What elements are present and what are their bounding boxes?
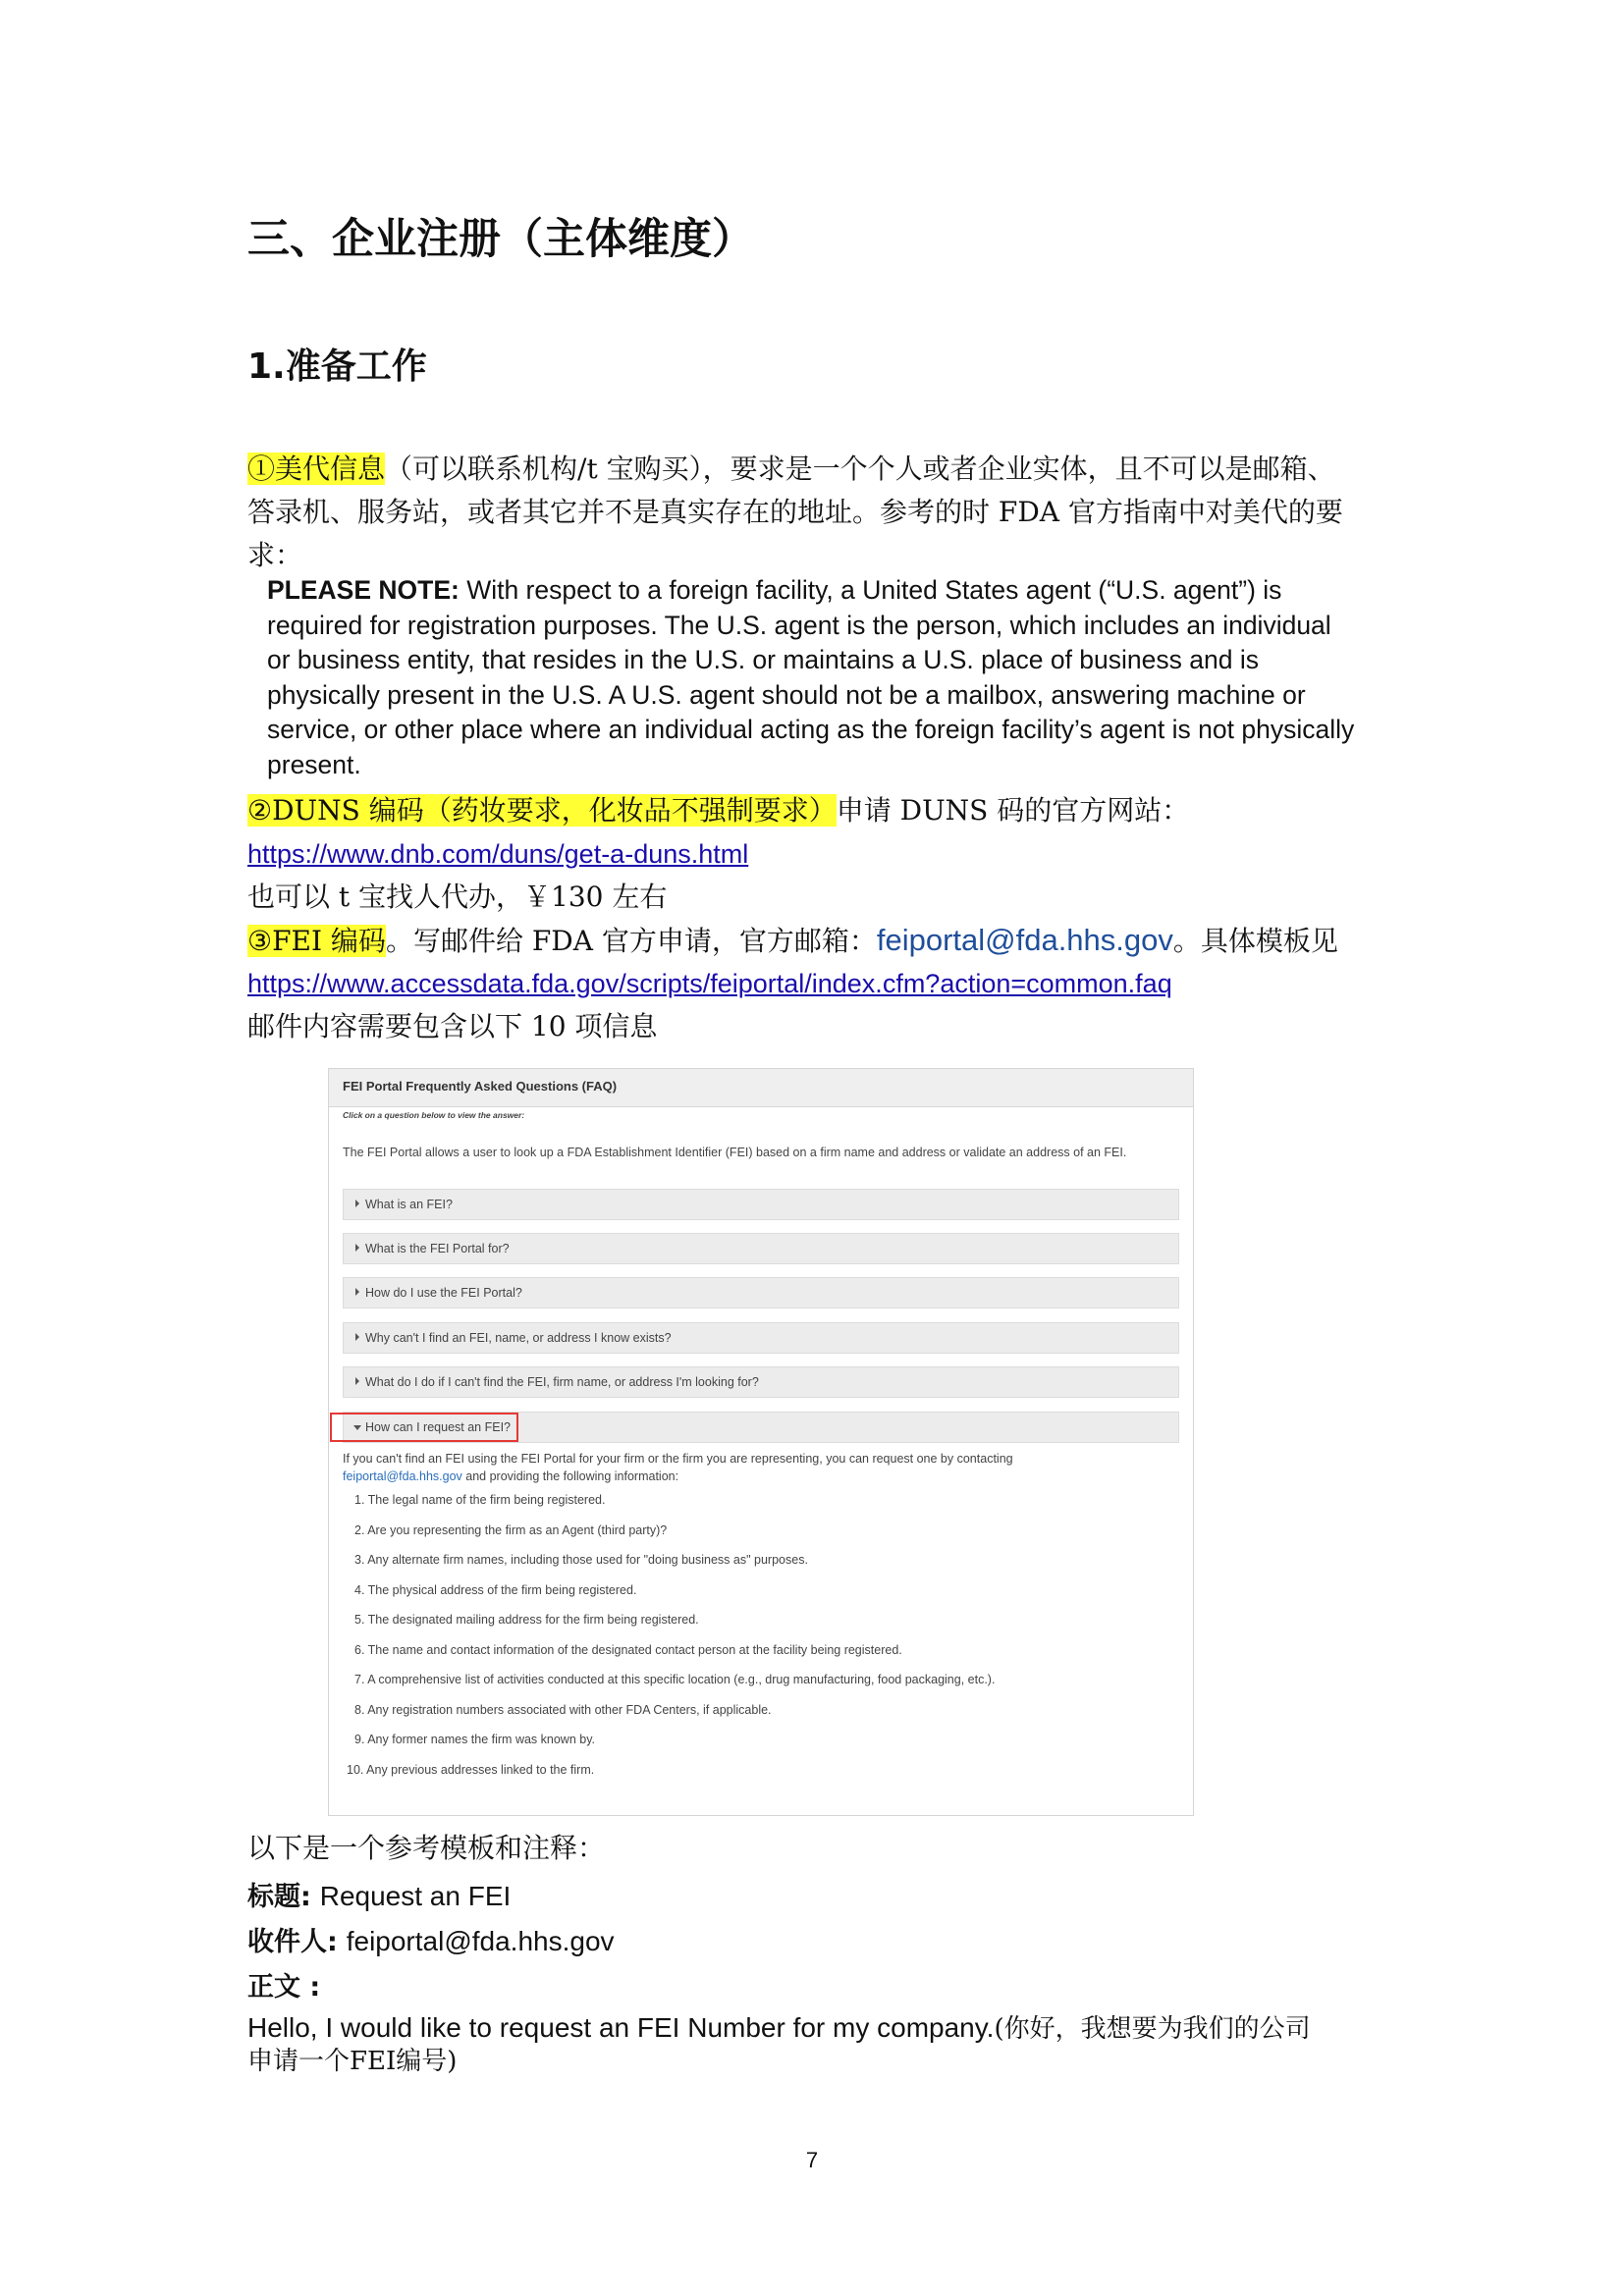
fei-faq-link[interactable]: https://www.accessdata.fda.gov/scripts/feiportal/index.cfm?action=common.faq <box>247 969 1172 998</box>
page-number: 7 <box>805 2148 819 2172</box>
faq-question-label: What do I do if I can't find the FEI, firm name, or address I'm looking for? <box>365 1375 759 1389</box>
answer-tail: and providing the following information: <box>461 1469 679 1483</box>
list-item: 8. Any registration numbers associated with other FDA Centers, if applicable. <box>354 1703 772 1717</box>
subject-key: 标题: <box>247 1882 311 1912</box>
agent-text: （可以联系机构/t 宝购买），要求是一个个人或者企业实体，且不可以是邮箱、 <box>385 453 1335 485</box>
template-intro: 以下是一个参考模板和注释： <box>247 1832 606 1864</box>
section-heading: 三、企业注册（主体维度） <box>247 215 754 264</box>
caret-right-icon <box>355 1244 359 1252</box>
duns-alt: 也可以 t 宝找人代办，￥130 左右 <box>247 881 668 913</box>
recipient-line <box>247 1922 615 1962</box>
fei-email[interactable]: feiportal@fda.hhs.gov <box>876 923 1173 957</box>
faq-question[interactable] <box>343 1189 1179 1220</box>
faq-title: FEI Portal Frequently Asked Questions (FAQ) <box>343 1079 618 1094</box>
list-item: 2. Are you representing the firm as an Agent (third party)? <box>354 1523 668 1537</box>
duns-text: 申请 DUNS 码的官方网站： <box>836 794 1190 827</box>
fei-text: 。写邮件给 FDA 官方申请，官方邮箱： <box>385 925 877 957</box>
agent-line-2: 答录机、服务站，或者其它并不是真实存在的地址。参考的时 FDA 官方指南中对美代的要 <box>247 496 1343 528</box>
note-line-3: or business entity, that resides in the U.S. or maintains a U.S. place of business and is <box>267 645 1259 674</box>
faq-question-label: Why can't I find an FEI, name, or address I know exists? <box>365 1331 672 1345</box>
recipient-value: feiportal@fda.hhs.gov <box>346 1926 615 1956</box>
faq-question-label: How can I request an FEI? <box>365 1420 511 1434</box>
faq-question[interactable] <box>343 1322 1179 1354</box>
fei-link-line <box>247 962 1172 1005</box>
faq-question[interactable] <box>343 1277 1179 1308</box>
list-item: 10. Any previous addresses linked to the firm. <box>347 1763 595 1777</box>
recipient-key: 收件人: <box>247 1927 338 1957</box>
body-english: Hello, I would like to request an FEI Number for my company. <box>247 2012 995 2043</box>
faq-question[interactable] <box>343 1233 1179 1264</box>
note-line-1-text: With respect to a foreign facility, a United States agent (“U.S. agent”) is <box>459 575 1282 605</box>
list-item: 1. The legal name of the firm being registered. <box>354 1493 606 1507</box>
body-chinese-1: (你好，我想要为我们的公司 <box>994 2014 1311 2044</box>
faq-subtitle: Click on a question below to view the answer: <box>343 1110 525 1120</box>
faq-screenshot <box>328 1068 1194 1816</box>
note-line-1 <box>267 573 1386 609</box>
agent-paragraph <box>247 448 1396 491</box>
duns-line <box>247 789 1189 832</box>
body-key <box>247 1967 320 2007</box>
list-item: 6. The name and contact information of the designated contact person at the facility being registered. <box>354 1643 902 1657</box>
faq-question-label: What is an FEI? <box>365 1198 453 1211</box>
caret-right-icon <box>355 1200 359 1207</box>
answer-email[interactable]: feiportal@fda.hhs.gov <box>343 1469 462 1483</box>
faq-header <box>329 1069 1193 1107</box>
note-line-5: service, or other place where an individual acting as the foreign facility’s agent is not physically <box>267 715 1355 744</box>
note-line-4: physically present in the U.S. A U.S. agent should not be a mailbox, answering machine or <box>267 679 1306 710</box>
duns-link[interactable]: https://www.dnb.com/duns/get-a-duns.html <box>247 839 749 869</box>
list-item: 5. The designated mailing address for the firm being registered. <box>354 1613 699 1627</box>
body-line-2: 申请一个FEI编号) <box>247 2047 458 2076</box>
list-item: 4. The physical address of the firm being registered. <box>354 1583 637 1597</box>
body-key-label: 正文 : <box>247 1972 321 2002</box>
agent-line-3: 求： <box>247 539 303 571</box>
subject-value: Request an FEI <box>319 1881 512 1911</box>
subsection-heading: 1.准备工作 <box>247 347 427 387</box>
note-line-6: present. <box>267 749 361 779</box>
list-item: 3. Any alternate firm names, including those used for "doing business as" purposes. <box>354 1553 808 1567</box>
agent-label: ①美代信息 <box>247 453 386 485</box>
list-item: 7. A comprehensive list of activities conducted at this specific location (e.g., drug manufacturing, food packaging, etc.). <box>354 1673 996 1686</box>
fei-line <box>247 919 1338 963</box>
faq-answer <box>343 1450 1177 1485</box>
list-item: 9. Any former names the firm was known by. <box>354 1733 596 1746</box>
faq-question-label: How do I use the FEI Portal? <box>365 1286 522 1300</box>
fda-note <box>267 573 1386 782</box>
fei-after: 。具体模板见 <box>1172 925 1338 957</box>
faq-question-label: What is the FEI Portal for? <box>365 1242 510 1255</box>
note-bold: PLEASE NOTE: <box>267 575 460 605</box>
fei-needs: 邮件内容需要包含以下 10 项信息 <box>247 1010 658 1042</box>
caret-right-icon <box>355 1377 359 1385</box>
answer-intro: If you can't find an FEI using the FEI Portal for your firm or the firm you are representing, you can request one by contacting <box>343 1452 1013 1466</box>
subject-line <box>247 1877 511 1917</box>
faq-intro: The FEI Portal allows a user to look up a FDA Establishment Identifier (FEI) based on a firm name and address or validate an address of an FEI. <box>343 1146 1127 1159</box>
highlight-box <box>330 1413 518 1442</box>
duns-link-line <box>247 832 748 876</box>
note-line-2: required for registration purposes. The U.S. agent is the person, which includes an individual <box>267 610 1331 640</box>
faq-question[interactable] <box>343 1366 1179 1398</box>
caret-right-icon <box>355 1288 359 1296</box>
fei-label: ③FEI 编码 <box>247 925 386 957</box>
duns-label: ②DUNS 编码（药妆要求，化妆品不强制要求） <box>247 794 837 827</box>
caret-right-icon <box>355 1333 359 1341</box>
